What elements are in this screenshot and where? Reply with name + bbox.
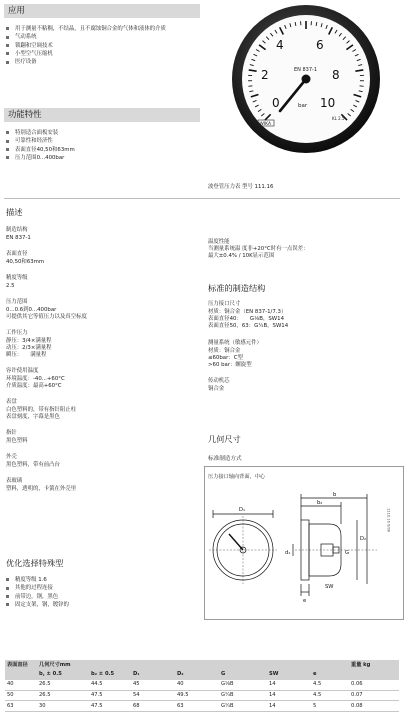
spec-line: 40,50和63mm	[6, 259, 45, 266]
list-item: 小型空气压缩机	[6, 51, 196, 58]
list-item: 可靠性和经济性	[6, 138, 196, 145]
table-cell: 0.06	[349, 680, 399, 690]
table-cell: 30	[37, 701, 89, 712]
divider	[4, 198, 400, 199]
dim-label-g: G	[345, 550, 350, 556]
spec-line: 塑料，透明的，卡簧在外壳里	[6, 486, 77, 493]
table-cell: G¼B	[219, 690, 267, 701]
temp-error-block	[208, 239, 398, 260]
table-cell: G⅛B	[219, 680, 267, 690]
table-cell: 40	[175, 680, 219, 690]
table-header-cell	[349, 670, 399, 680]
table-header-cell: e	[311, 670, 349, 680]
spec-block	[6, 399, 196, 421]
spec-block-title: 精度等级	[6, 275, 28, 282]
pressure-gauge-image	[232, 3, 382, 173]
dial-number: 4	[276, 38, 284, 52]
dial-brand: WIKA	[259, 122, 271, 127]
table-header-cell: 重量 kg	[349, 660, 399, 670]
spec-block	[6, 227, 196, 242]
dial-tick	[248, 86, 252, 87]
table-cell: 40	[5, 680, 37, 690]
spec-block	[6, 251, 196, 266]
spec-block	[6, 454, 196, 469]
gauge-caption: 波登管压力表 型号 111.16	[208, 184, 274, 190]
spec-block-title: 温度性能	[208, 239, 230, 245]
spec-block	[6, 330, 196, 359]
table-cell: 5	[311, 701, 349, 712]
table-cell: 54	[131, 690, 175, 701]
spec-block-title: 压力范围	[6, 299, 28, 306]
table-header-row	[5, 660, 399, 670]
spec-line: 铜合金	[208, 386, 225, 393]
dial-number: 10	[320, 96, 336, 110]
table-row	[5, 690, 399, 701]
table-cell: 0.08	[349, 701, 399, 712]
spec-line: 最大±0.4% / 10K显示范围	[208, 253, 275, 260]
dimension-drawing	[205, 484, 385, 616]
spec-line: 表面直径50，63：G¼B，SW14	[208, 323, 289, 330]
dial-number: 8	[332, 68, 340, 82]
spec-block-title: 指针	[6, 430, 17, 437]
table-header-cell	[89, 660, 131, 670]
dial-number: 0	[272, 96, 280, 110]
dial-standard: EN 837-1	[294, 67, 318, 73]
drawing-side-code: 1116.16 6/08	[386, 508, 391, 533]
list-item: 压力范围0...400bar	[6, 155, 196, 162]
options-title: 优化选择特殊型	[6, 558, 64, 568]
options-list	[6, 577, 196, 610]
spec-line: 白色塑料的，带有指针阻止柱	[6, 407, 77, 414]
table-header-cell: b₂ ± 0.5	[89, 670, 131, 680]
table-cell: 14	[267, 690, 311, 701]
list-item: 医疗设备	[6, 59, 196, 66]
table-header-cell	[5, 670, 37, 680]
spec-line: 动压：2/3×满量程	[6, 345, 52, 352]
spec-line: 表盘刻度，字幕是黑色	[6, 414, 60, 421]
table-cell: 47.5	[89, 701, 131, 712]
spec-block	[208, 340, 398, 369]
spec-line: 2.5	[6, 283, 15, 290]
spec-block	[6, 275, 196, 290]
list-item: 用于测量不粘稠，不结晶，且不腐蚀铜合金的气体和液体的介质	[6, 26, 196, 33]
table-row	[5, 680, 399, 690]
table-cell: 50	[5, 690, 37, 701]
spec-line: 表面直径40： G⅛B，SW14	[208, 316, 284, 323]
features-title: 功能特性	[8, 109, 42, 119]
dim-label-d1: D₁	[239, 507, 246, 513]
spec-line: 环境温度：-40...+60°C	[6, 376, 65, 383]
spec-block-title: 传动机芯	[208, 378, 230, 385]
spec-line: 材质：铜合金（EN 837-1/7.3）	[208, 309, 287, 316]
applications-list	[6, 26, 196, 68]
description-column	[6, 227, 196, 502]
table-header-cell	[267, 660, 311, 670]
dial-tick	[360, 86, 364, 87]
spec-block	[208, 378, 398, 393]
table-header-cell	[311, 660, 349, 670]
dial-number: 6	[316, 38, 324, 52]
table-header-cell	[175, 660, 219, 670]
list-item: 前带边，钢，黑色	[6, 594, 196, 601]
applications-bar	[4, 4, 200, 18]
spec-block	[6, 430, 196, 445]
list-item: 锁翻和空调技术	[6, 43, 196, 50]
table-cell: 63	[175, 701, 219, 712]
table-cell: 4.5	[311, 680, 349, 690]
dim-label-b2: b₂	[317, 500, 323, 506]
table-row	[5, 701, 399, 712]
dim-label-sw: SW	[325, 584, 334, 590]
table-header-cell: 表面直径	[5, 660, 37, 670]
table-cell: 14	[267, 680, 311, 690]
standard-design-column	[208, 301, 398, 402]
list-item: 其他的过程连接	[6, 585, 196, 592]
list-item: 精度等级 1.6	[6, 577, 196, 584]
table-cell: 45	[131, 680, 175, 690]
dial-unit: bar	[298, 103, 308, 109]
spec-block	[6, 368, 196, 390]
dim-label-b: b	[333, 492, 337, 498]
table-cell: 63	[5, 701, 37, 712]
spec-block-title: 外壳	[6, 454, 17, 461]
table-header-cell: D₂	[175, 670, 219, 680]
spec-line: 0...0.6到0...400bar	[6, 307, 57, 314]
spec-line: 静压：3/4×满量程	[6, 338, 52, 345]
spec-block-title: 容许使用温度	[6, 368, 39, 375]
spec-line: ≤60bar：C型	[208, 355, 243, 362]
spec-block-title: 制造结构	[6, 227, 28, 233]
table-cell: 26.5	[37, 680, 89, 690]
applications-title: 应用	[8, 5, 25, 15]
dimensions-note: 压力接口轴向背面，中心	[208, 474, 266, 480]
spec-block	[6, 478, 196, 493]
spec-line: 黑色塑料	[6, 438, 28, 445]
dial-number: 2	[261, 68, 269, 82]
spec-line: 可提供其它等值压力以及真空标度	[6, 314, 87, 321]
spec-block-title: 压力接口尺寸	[208, 301, 241, 307]
table-cell: 68	[131, 701, 175, 712]
dim-label-d2: D₂	[360, 536, 367, 542]
table-cell: 14	[267, 701, 311, 712]
description-title: 描述	[6, 207, 23, 217]
table-header-cell: D₁	[131, 670, 175, 680]
dim-label-d1-small: d₁	[285, 550, 291, 556]
table-subheader-row	[5, 670, 399, 680]
table-cell: 49.5	[175, 690, 219, 701]
table-cell: G¼B	[219, 701, 267, 712]
spec-block-title: 表盘	[6, 399, 17, 406]
table-cell: 0.07	[349, 690, 399, 701]
list-item: 固定支架，钢，镀锌的	[6, 602, 196, 609]
dimensions-subtitle: 标准制造方式	[208, 456, 242, 462]
list-item: 气动系统	[6, 34, 196, 41]
list-item: 特别适合面板安装	[6, 130, 196, 137]
table-header-cell	[131, 660, 175, 670]
dim-label-e: e	[303, 598, 307, 604]
dial-class: KL 2.5	[332, 116, 345, 121]
spec-line: >60 bar：螺旋型	[208, 362, 252, 369]
table-cell: 44.5	[89, 680, 131, 690]
table-header-cell: b, ± 0.5	[37, 670, 89, 680]
spec-line: EN 837-1	[6, 235, 31, 242]
spec-block-title: 工作压力	[6, 330, 28, 337]
spec-block-title: 表玻璃	[6, 478, 23, 485]
spec-line: 当测量系统温 度非+20°C时有一点误差：	[208, 246, 309, 253]
table-cell: 4.5	[311, 690, 349, 701]
spec-line: 介质温度：最高+60°C	[6, 383, 62, 390]
features-list	[6, 130, 196, 163]
table-cell: 26.5	[37, 690, 89, 701]
spec-block	[6, 299, 196, 321]
dimensions-table	[5, 660, 399, 712]
spec-block-title: 表面直径	[6, 251, 28, 258]
spec-line: 瞬压： 满量程	[6, 352, 47, 359]
table-header-cell: G	[219, 670, 267, 680]
spec-block-title: 测量系统（敏感元件）	[208, 340, 262, 347]
spec-line: 黑色塑料，带有前凸台	[6, 462, 60, 469]
list-item: 表面直径40,50和63mm	[6, 147, 196, 154]
dimensions-title: 几何尺寸	[208, 434, 241, 444]
table-header-cell	[219, 660, 267, 670]
table-cell: 47.5	[89, 690, 131, 701]
spec-block	[208, 301, 398, 330]
spec-line: 材质：铜合金	[208, 348, 241, 355]
table-header-cell: SW	[267, 670, 311, 680]
table-header-cell: 几何尺寸mm	[37, 660, 89, 670]
standard-design-title: 标准的制造结构	[208, 283, 266, 293]
